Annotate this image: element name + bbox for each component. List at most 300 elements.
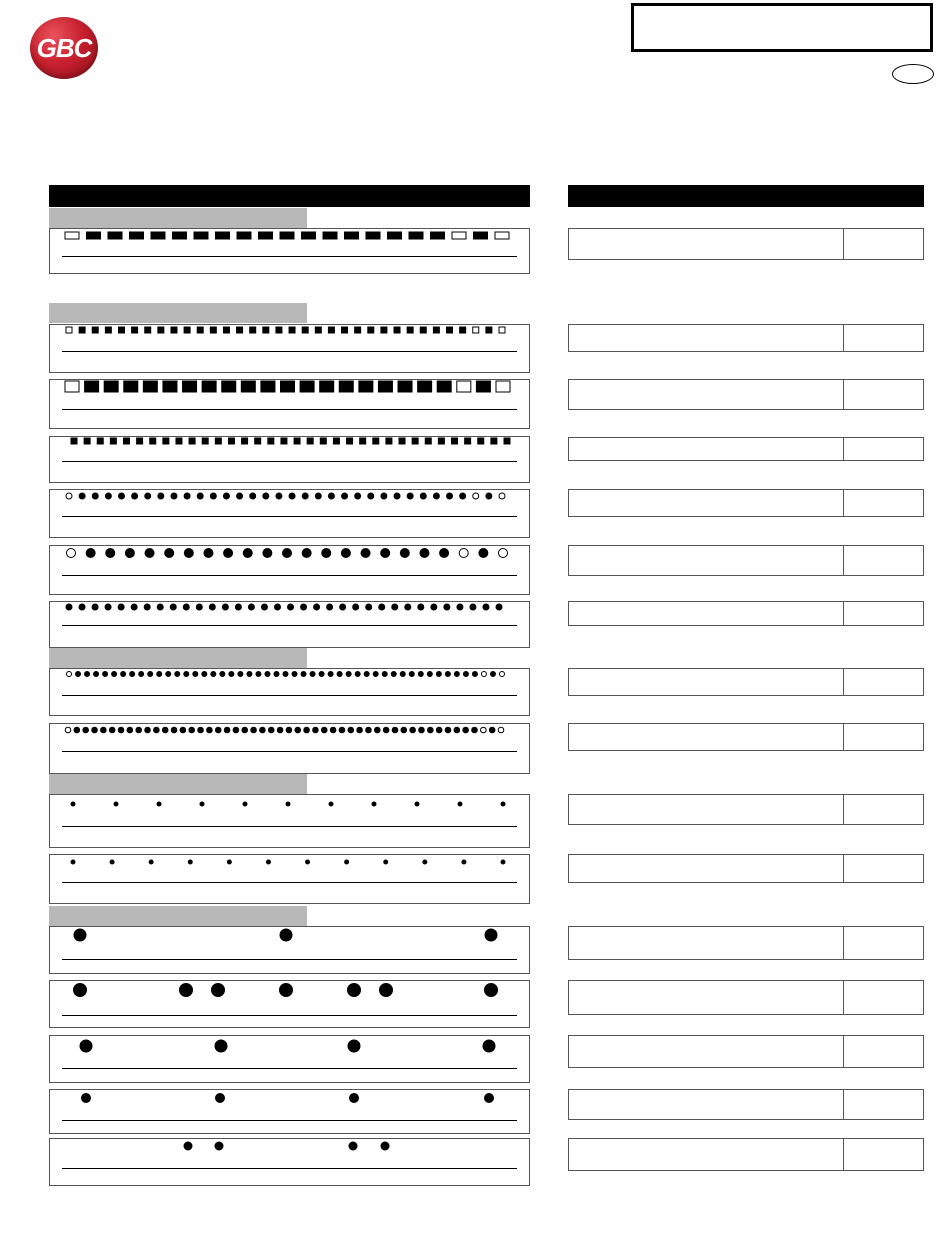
- hole-mark: [374, 727, 380, 733]
- hole-mark: [394, 493, 400, 499]
- hole-pattern-row: [80, 1040, 495, 1052]
- hole-mark: [250, 327, 256, 333]
- hole-mark: [463, 672, 468, 677]
- hollow-hole-mark: [457, 381, 471, 392]
- hole-mark: [346, 672, 351, 677]
- hole-mark: [366, 727, 372, 733]
- hole-mark: [76, 672, 81, 677]
- hollow-hole-mark: [65, 381, 79, 392]
- hole-mark: [436, 727, 442, 733]
- hole-mark: [162, 727, 168, 733]
- hole-mark: [301, 604, 307, 610]
- hole-mark: [418, 604, 424, 610]
- hole-pattern-row: [71, 860, 505, 864]
- hole-mark: [302, 232, 316, 239]
- hollow-hole-mark: [481, 727, 487, 733]
- hole-mark: [323, 232, 337, 239]
- hole-mark: [118, 493, 124, 499]
- hole-mark: [211, 672, 216, 677]
- hole-mark: [261, 604, 267, 610]
- hole-mark: [82, 1094, 91, 1103]
- hole-mark: [420, 549, 429, 558]
- hole-mark: [263, 549, 272, 558]
- hole-mark: [202, 438, 208, 444]
- hole-mark: [184, 549, 193, 558]
- hole-mark: [103, 672, 108, 677]
- hole-pattern-row: [65, 727, 504, 733]
- hole-mark: [104, 381, 118, 392]
- hole-mark: [433, 327, 439, 333]
- hole-mark: [157, 604, 163, 610]
- hole-mark: [314, 604, 320, 610]
- hole-mark: [85, 381, 99, 392]
- hole-mark: [268, 438, 274, 444]
- hole-mark: [125, 549, 134, 558]
- hole-mark: [329, 802, 333, 806]
- hole-mark: [92, 493, 98, 499]
- hole-mark: [251, 727, 257, 733]
- hollow-hole-mark: [481, 672, 486, 677]
- hole-mark: [420, 327, 426, 333]
- hole-mark: [242, 438, 248, 444]
- hole-mark: [333, 438, 339, 444]
- hole-mark: [101, 727, 107, 733]
- hole-mark: [180, 984, 193, 997]
- hole-mark: [74, 929, 86, 941]
- hollow-hole-mark: [495, 232, 509, 239]
- hole-mark: [148, 672, 153, 677]
- hole-mark: [364, 672, 369, 677]
- hole-mark: [193, 672, 198, 677]
- hole-mark: [97, 438, 103, 444]
- hole-mark: [85, 672, 90, 677]
- hole-mark: [485, 1094, 494, 1103]
- hole-mark: [476, 381, 490, 392]
- hole-mark: [216, 1094, 225, 1103]
- hole-mark: [114, 802, 118, 806]
- hole-mark: [328, 493, 334, 499]
- hole-mark: [237, 327, 243, 333]
- hole-mark: [321, 727, 327, 733]
- hole-pattern-row: [74, 929, 497, 941]
- hole-mark: [445, 727, 451, 733]
- hole-mark: [74, 984, 87, 997]
- hole-mark: [460, 493, 466, 499]
- hole-mark: [212, 984, 225, 997]
- hole-mark: [106, 549, 115, 558]
- hole-pattern-row: [65, 232, 509, 239]
- hole-mark: [504, 438, 510, 444]
- hole-mark: [265, 672, 270, 677]
- hole-pattern-row: [67, 672, 505, 677]
- hole-mark: [274, 672, 279, 677]
- hole-mark: [74, 727, 80, 733]
- hole-mark: [486, 493, 492, 499]
- hole-mark: [118, 727, 124, 733]
- hole-mark: [207, 727, 213, 733]
- hole-mark: [465, 438, 471, 444]
- hollow-hole-mark: [67, 672, 72, 677]
- hole-mark: [171, 727, 177, 733]
- hole-mark: [400, 672, 405, 677]
- hole-mark: [132, 493, 138, 499]
- hole-mark: [222, 381, 236, 392]
- hole-mark: [194, 232, 208, 239]
- hole-mark: [382, 672, 387, 677]
- hole-mark: [445, 672, 450, 677]
- hole-mark: [157, 802, 161, 806]
- hole-mark: [184, 493, 190, 499]
- hole-mark: [158, 327, 164, 333]
- hole-mark: [288, 604, 294, 610]
- hole-mark: [328, 327, 334, 333]
- hole-mark: [479, 549, 488, 558]
- hole-mark: [202, 381, 216, 392]
- hole-pattern-row: [184, 1142, 389, 1150]
- hole-mark: [71, 438, 77, 444]
- hole-mark: [229, 672, 234, 677]
- hole-mark: [353, 604, 359, 610]
- hole-mark: [247, 672, 252, 677]
- hole-mark: [410, 727, 416, 733]
- hole-mark: [92, 604, 98, 610]
- hole-mark: [373, 438, 379, 444]
- hole-mark: [301, 672, 306, 677]
- hole-mark: [289, 327, 295, 333]
- hole-mark: [108, 232, 122, 239]
- hole-mark: [381, 1142, 389, 1150]
- hole-mark: [105, 493, 111, 499]
- hole-mark: [83, 727, 89, 733]
- hole-mark: [350, 1094, 359, 1103]
- hole-mark: [315, 493, 321, 499]
- hole-mark: [131, 604, 137, 610]
- hole-mark: [283, 672, 288, 677]
- hole-mark: [145, 727, 151, 733]
- hole-mark: [295, 727, 301, 733]
- hole-mark: [474, 232, 488, 239]
- hole-mark: [398, 381, 412, 392]
- hole-mark: [458, 802, 462, 806]
- hole-mark: [79, 493, 85, 499]
- hole-mark: [215, 1040, 227, 1052]
- hole-mark: [237, 232, 251, 239]
- hole-mark: [341, 549, 350, 558]
- hole-mark: [87, 232, 101, 239]
- hole-pattern-row: [71, 802, 505, 806]
- hole-mark: [71, 802, 75, 806]
- hole-mark: [184, 327, 190, 333]
- hole-mark: [330, 727, 336, 733]
- hole-mark: [381, 327, 387, 333]
- hole-mark: [339, 727, 345, 733]
- hole-mark: [386, 438, 392, 444]
- hole-mark: [378, 381, 392, 392]
- hollow-hole-mark: [65, 727, 71, 733]
- hole-mark: [79, 604, 85, 610]
- hole-mark: [483, 1040, 495, 1052]
- hole-mark: [79, 327, 85, 333]
- hole-mark: [339, 381, 353, 392]
- hole-mark: [86, 549, 95, 558]
- hole-mark: [496, 604, 502, 610]
- hollow-hole-mark: [66, 327, 72, 333]
- hole-mark: [223, 327, 229, 333]
- hole-mark: [368, 493, 374, 499]
- hole-mark: [66, 604, 72, 610]
- hole-mark: [227, 860, 231, 864]
- hole-mark: [373, 672, 378, 677]
- hole-mark: [149, 860, 153, 864]
- hole-mark: [124, 381, 138, 392]
- hole-mark: [485, 984, 498, 997]
- hollow-hole-mark: [500, 672, 505, 677]
- hole-mark: [130, 672, 135, 677]
- hole-mark: [327, 604, 333, 610]
- hole-mark: [197, 493, 203, 499]
- hole-pattern-row: [74, 984, 498, 997]
- hollow-hole-mark: [67, 549, 76, 558]
- hole-mark: [204, 549, 213, 558]
- hole-mark: [447, 327, 453, 333]
- hole-mark: [150, 438, 156, 444]
- hole-mark: [260, 727, 266, 733]
- hole-mark: [447, 493, 453, 499]
- hole-mark: [121, 672, 126, 677]
- hole-mark: [216, 232, 230, 239]
- hole-mark: [483, 604, 489, 610]
- hole-mark: [418, 381, 432, 392]
- hole-mark: [380, 984, 393, 997]
- hole-mark: [420, 493, 426, 499]
- hole-mark: [263, 493, 269, 499]
- hollow-hole-mark: [473, 493, 479, 499]
- hole-mark: [388, 232, 402, 239]
- hole-mark: [383, 727, 389, 733]
- hole-mark: [360, 438, 366, 444]
- hole-mark: [472, 727, 478, 733]
- hole-mark: [355, 327, 361, 333]
- hole-mark: [215, 1142, 223, 1150]
- hole-mark: [425, 438, 431, 444]
- hole-mark: [143, 381, 157, 392]
- hole-mark: [379, 604, 385, 610]
- hole-mark: [372, 802, 376, 806]
- hole-mark: [237, 493, 243, 499]
- hole-mark: [457, 604, 463, 610]
- hole-mark: [118, 604, 124, 610]
- hole-mark: [359, 381, 373, 392]
- hole-mark: [250, 493, 256, 499]
- hole-mark: [400, 549, 409, 558]
- hole-mark: [241, 381, 255, 392]
- hole-pattern-row: [71, 438, 510, 444]
- hole-mark: [263, 327, 269, 333]
- hole-pattern-row: [65, 381, 510, 392]
- hole-mark: [392, 604, 398, 610]
- hole-mark: [485, 929, 497, 941]
- hole-mark: [302, 327, 308, 333]
- hole-mark: [345, 860, 349, 864]
- hole-mark: [110, 438, 116, 444]
- hole-mark: [438, 438, 444, 444]
- hole-mark: [345, 232, 359, 239]
- hole-mark: [431, 232, 445, 239]
- hole-mark: [361, 549, 370, 558]
- hole-mark: [328, 672, 333, 677]
- hole-mark: [391, 672, 396, 677]
- hole-mark: [268, 727, 274, 733]
- hole-mark: [340, 604, 346, 610]
- hole-mark: [348, 727, 354, 733]
- hole-mark: [136, 727, 142, 733]
- hole-mark: [315, 327, 321, 333]
- hollow-hole-mark: [499, 327, 505, 333]
- hole-mark: [94, 672, 99, 677]
- hole-mark: [368, 327, 374, 333]
- hole-mark: [228, 438, 234, 444]
- hole-mark: [183, 381, 197, 392]
- hole-mark: [407, 493, 413, 499]
- hole-mark: [418, 672, 423, 677]
- hole-mark: [280, 929, 292, 941]
- hole-mark: [200, 802, 204, 806]
- hole-mark: [407, 327, 413, 333]
- hole-mark: [127, 727, 133, 733]
- hole-mark: [171, 327, 177, 333]
- hole-mark: [242, 727, 248, 733]
- hole-mark: [158, 493, 164, 499]
- hole-mark: [235, 604, 241, 610]
- hole-mark: [415, 802, 419, 806]
- hole-mark: [381, 549, 390, 558]
- hole-mark: [490, 672, 495, 677]
- hole-mark: [175, 672, 180, 677]
- hole-mark: [276, 327, 282, 333]
- hole-mark: [144, 604, 150, 610]
- hole-mark: [165, 549, 174, 558]
- hole-mark: [310, 672, 315, 677]
- hole-mark: [145, 549, 154, 558]
- hole-mark: [454, 727, 460, 733]
- hole-mark: [300, 381, 314, 392]
- hollow-hole-mark: [452, 232, 466, 239]
- hole-mark: [283, 549, 292, 558]
- hole-mark: [220, 672, 225, 677]
- hole-mark: [243, 549, 252, 558]
- hole-mark: [233, 727, 239, 733]
- hole-mark: [276, 493, 282, 499]
- hole-mark: [210, 493, 216, 499]
- hole-mark: [419, 727, 425, 733]
- hole-mark: [427, 672, 432, 677]
- hole-mark: [170, 604, 176, 610]
- hole-mark: [189, 727, 195, 733]
- hole-mark: [348, 984, 361, 997]
- hole-mark: [105, 327, 111, 333]
- hole-mark: [112, 672, 117, 677]
- hole-mark: [132, 327, 138, 333]
- hole-mark: [274, 604, 280, 610]
- hole-mark: [223, 493, 229, 499]
- hole-mark: [84, 438, 90, 444]
- hole-mark: [286, 727, 292, 733]
- hole-mark: [313, 727, 319, 733]
- hole-mark: [501, 802, 505, 806]
- hole-mark: [409, 232, 423, 239]
- hole-pattern-row: [66, 493, 505, 499]
- hole-mark: [183, 604, 189, 610]
- hole-mark: [444, 604, 450, 610]
- hole-mark: [248, 604, 254, 610]
- hole-mark: [154, 727, 160, 733]
- hole-mark: [222, 604, 228, 610]
- hole-mark: [433, 493, 439, 499]
- hole-mark: [489, 727, 495, 733]
- hole-mark: [320, 381, 334, 392]
- hole-mark: [440, 549, 449, 558]
- hole-mark: [349, 1142, 357, 1150]
- hole-mark: [348, 1040, 360, 1052]
- hole-mark: [431, 604, 437, 610]
- hollow-hole-mark: [473, 327, 479, 333]
- hole-mark: [163, 438, 169, 444]
- hole-mark: [215, 727, 221, 733]
- hole-mark: [472, 672, 477, 677]
- hole-mark: [491, 438, 497, 444]
- hole-pattern-row: [67, 549, 508, 558]
- hole-mark: [180, 727, 186, 733]
- hole-mark: [202, 672, 207, 677]
- hole-mark: [139, 672, 144, 677]
- hole-mark: [163, 381, 177, 392]
- hole-mark: [355, 493, 361, 499]
- hole-mark: [302, 493, 308, 499]
- hole-mark: [92, 727, 98, 733]
- hole-mark: [322, 549, 331, 558]
- hole-pattern-row: [66, 604, 502, 610]
- hole-mark: [409, 672, 414, 677]
- hole-mark: [256, 672, 261, 677]
- hole-mark: [423, 860, 427, 864]
- hole-mark: [92, 327, 98, 333]
- hole-mark: [145, 327, 151, 333]
- hole-mark: [392, 727, 398, 733]
- hole-mark: [384, 860, 388, 864]
- hole-mark: [215, 438, 221, 444]
- hole-mark: [171, 493, 177, 499]
- hole-mark: [255, 438, 261, 444]
- hole-mark: [381, 493, 387, 499]
- hole-mark: [281, 381, 295, 392]
- hollow-hole-mark: [496, 381, 510, 392]
- hole-mark: [342, 327, 348, 333]
- hole-mark: [210, 327, 216, 333]
- hole-mark: [294, 438, 300, 444]
- hole-mark: [320, 438, 326, 444]
- hole-mark: [399, 438, 405, 444]
- hole-mark: [347, 438, 353, 444]
- hole-mark: [501, 860, 505, 864]
- hole-mark: [110, 860, 114, 864]
- hole-mark: [166, 672, 171, 677]
- hole-mark: [292, 672, 297, 677]
- hole-mark: [277, 727, 283, 733]
- hole-mark: [304, 727, 310, 733]
- hole-mark: [428, 727, 434, 733]
- hole-mark: [306, 860, 310, 864]
- hole-mark: [261, 381, 275, 392]
